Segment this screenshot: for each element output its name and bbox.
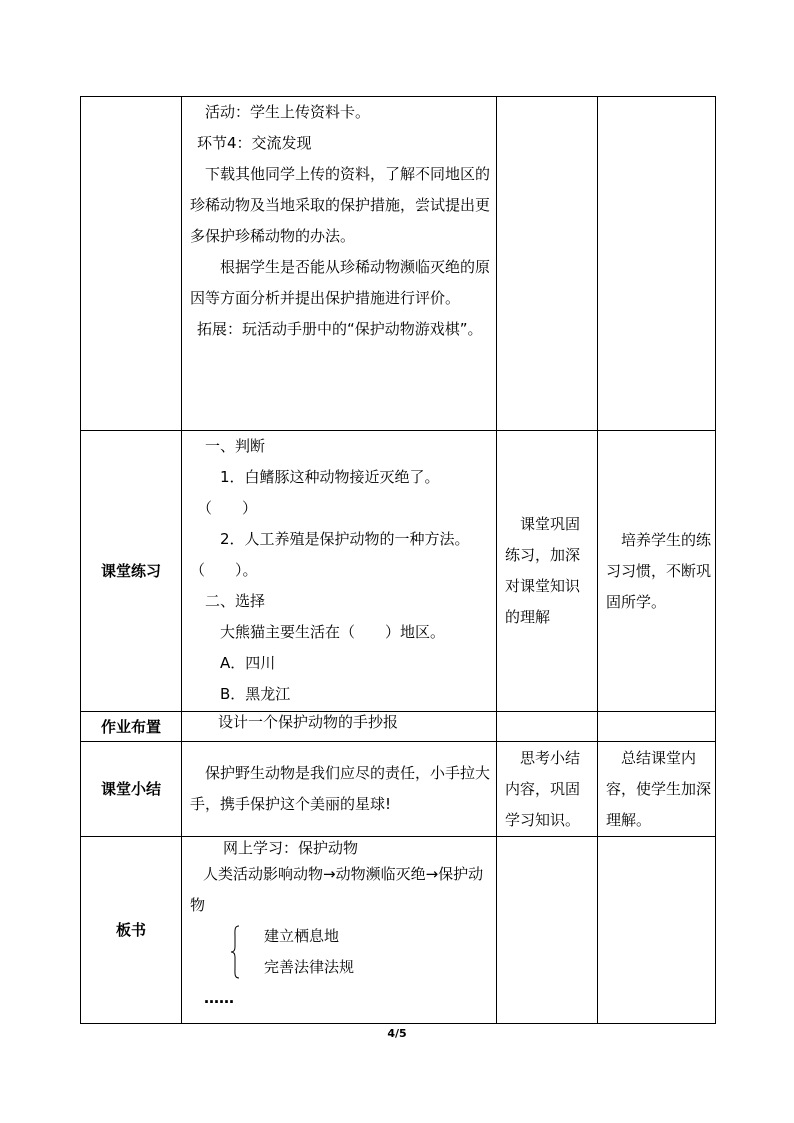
judge-item-2: 2．人工养殖是保护动物的一种方法。（ ）。 xyxy=(190,530,470,579)
summary-label: 课堂小结 xyxy=(81,742,182,837)
board-content xyxy=(182,837,497,1024)
choice-option-b: B．黑龙江 xyxy=(220,685,291,703)
practice-row xyxy=(81,431,716,712)
summary-design-intent: 总结课堂内容，使学生加深理解。 xyxy=(598,742,716,837)
download-paragraph: 下载其他同学上传的资料，了解不同地区的珍稀动物及当地采取的保护措施，尝试提出更多保护珍稀动物的办法。 xyxy=(190,165,491,245)
homework-row xyxy=(81,712,716,742)
extension-paragraph: 拓展：玩活动手册中的“保护动物游戏棋”。 xyxy=(197,320,483,338)
summary-student-activity: 思考小结内容，巩固学习知识。 xyxy=(497,742,598,837)
board-brace-group xyxy=(190,921,490,983)
practice-design-intent: 培养学生的练习习惯，不断巩固所学。 xyxy=(598,431,716,712)
homework-label: 作业布置 xyxy=(81,712,182,742)
summary-row xyxy=(81,742,716,837)
choice-question: 大熊猫主要生活在（ ）地区。 xyxy=(220,623,446,641)
left-brace-icon xyxy=(230,925,240,979)
brace-items xyxy=(232,921,490,983)
continuation-row xyxy=(81,97,716,431)
brace-item-habitat: 建立栖息地 xyxy=(264,927,340,945)
practice-student-activity: 课堂巩固练习，加深对课堂知识的理解 xyxy=(497,431,598,712)
activity-line: 活动：学生上传资料卡。 xyxy=(205,103,371,121)
summary-content: 保护野生动物是我们应尽的责任，小手拉大手，携手保护这个美丽的星球! xyxy=(182,742,497,837)
practice-label: 课堂练习 xyxy=(81,431,182,712)
board-intent-cell xyxy=(598,837,716,1024)
step4-line: 环节4：交流发现 xyxy=(197,134,312,152)
board-title: 网上学习：保护动物 xyxy=(223,839,359,857)
homework-intent-cell xyxy=(598,712,716,742)
homework-student-cell xyxy=(497,712,598,742)
continuation-content xyxy=(182,97,497,431)
board-ellipsis: …… xyxy=(204,989,234,1007)
evaluation-paragraph: 根据学生是否能从珍稀动物濒临灭绝的原因等方面分析并提出保护措施进行评价。 xyxy=(190,258,491,307)
brace-item-law: 完善法律法规 xyxy=(264,958,355,976)
homework-content: 设计一个保护动物的手抄报 xyxy=(182,712,497,742)
continuation-intent-cell xyxy=(598,97,716,431)
board-row xyxy=(81,837,716,1024)
judge-item-1-blank: （ ） xyxy=(197,499,258,517)
board-flow: 人类活动影响动物→动物濒临灭绝→保护动物 xyxy=(190,865,484,914)
judge-heading: 一、判断 xyxy=(205,437,266,455)
continuation-label-cell xyxy=(81,97,182,431)
choice-option-a: A．四川 xyxy=(220,654,276,672)
lesson-plan-table xyxy=(80,96,716,1024)
practice-content xyxy=(182,431,497,712)
judge-item-1: 1．白鳍豚这种动物接近灭绝了。 xyxy=(220,468,440,486)
continuation-student-cell xyxy=(497,97,598,431)
board-student-cell xyxy=(497,837,598,1024)
choice-heading: 二、选择 xyxy=(205,592,266,610)
board-label: 板书 xyxy=(81,837,182,1024)
page-number: 4/5 xyxy=(387,1027,407,1040)
